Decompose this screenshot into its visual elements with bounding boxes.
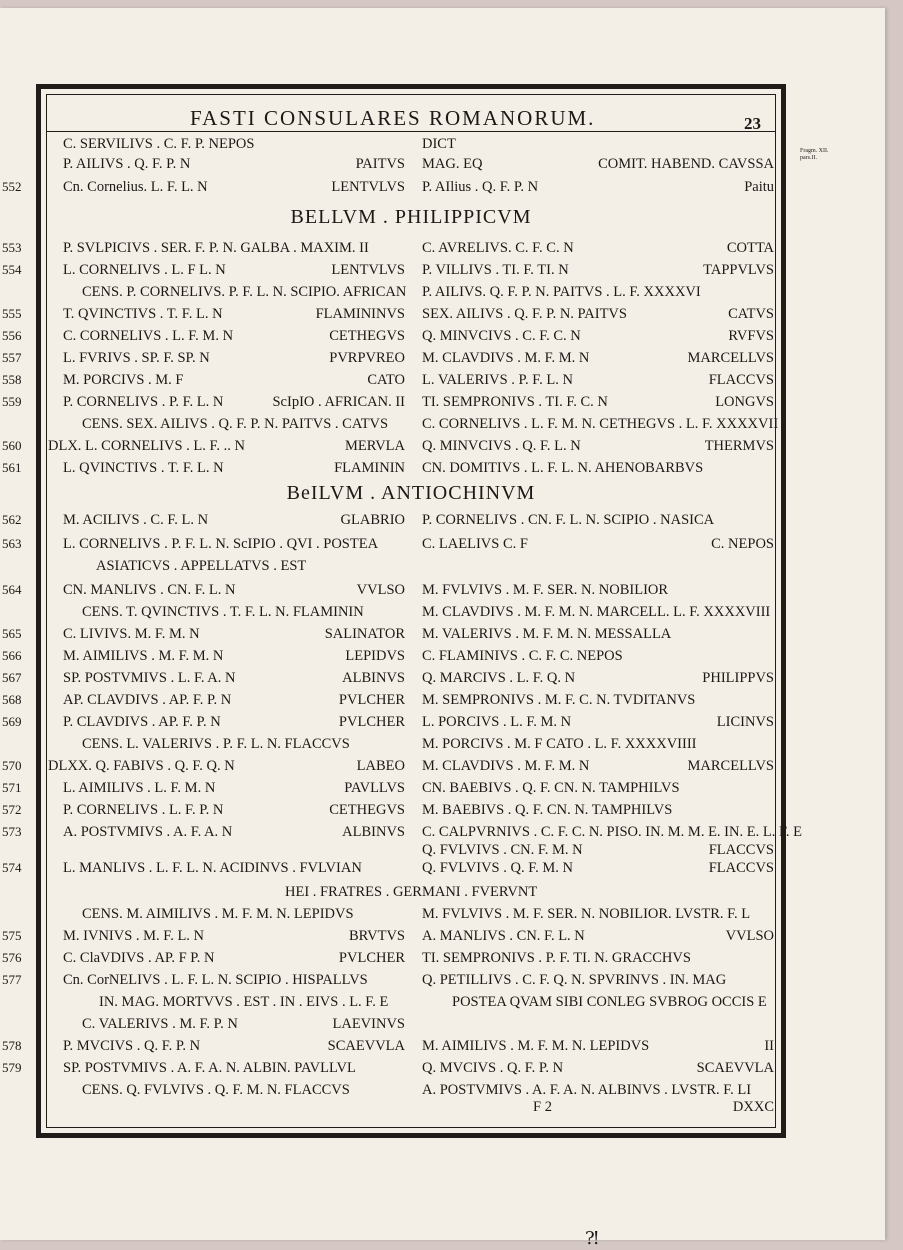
consul-right: P. AIlius . Q. F. P. N <box>422 179 539 195</box>
cognomen-right: PHILIPPVS <box>702 670 774 686</box>
year-number: 562 <box>2 512 22 527</box>
consul-left: Cn. Cornelius. L. F. L. N <box>63 179 208 195</box>
cognomen-left: LABEO <box>356 758 405 774</box>
cognomen-right: MARCELLVS <box>687 350 774 366</box>
page-edge-mark: ⁈ <box>585 1228 599 1248</box>
year-number: 560 <box>2 438 22 453</box>
cognomen-left: LENTVLVS <box>331 179 405 195</box>
consul-left: M. ACILIVS . C. F. L. N <box>63 512 209 528</box>
cognomen-right: VVLSO <box>725 928 774 944</box>
consul-left: P. CLAVDIVS . AP. F. P. N <box>63 714 221 730</box>
consul-left: CENS. M. AIMILIVS . M. F. M. N. LEPIDVS <box>82 906 354 922</box>
consul-left: CENS. Q. FVLVIVS . Q. F. M. N. FLACCVS <box>82 1082 350 1098</box>
cognomen-left: VVLSO <box>356 582 405 598</box>
consul-left: L. CORNELIVS . L. F L. N <box>63 262 226 278</box>
year-number: 553 <box>2 240 22 255</box>
consul-right: CN. DOMITIVS . L. F. L. N. AHENOBARBVS <box>422 460 704 476</box>
consul-right: P. VILLIVS . TI. F. TI. N <box>422 262 569 278</box>
cognomen-left: BRVTVS <box>348 928 405 944</box>
consul-right: M. CLAVDIVS . M. F. M. N. MARCELL. L. F. XXXXVIII <box>422 604 771 620</box>
consul-right: DICT <box>422 136 456 152</box>
consul-left: A. POSTVMIVS . A. F. A. N <box>63 824 233 840</box>
year-number: 559 <box>2 394 22 409</box>
consul-right: M. AIMILIVS . M. F. M. N. LEPIDVS <box>422 1038 650 1054</box>
consul-right: M. SEMPRONIVS . M. F. C. N. TVDITANVS <box>422 692 696 708</box>
year-number: 572 <box>2 802 22 817</box>
cognomen-left: LEPIDVS <box>345 648 405 664</box>
year-number: 579 <box>2 1060 22 1075</box>
signature-text: F 2 <box>533 1099 552 1115</box>
consul-right: M. FVLVIVS . M. F. SER. N. NOBILIOR <box>422 582 669 598</box>
page-number: 23 <box>744 114 761 133</box>
consul-right: POSTEA QVAM SIBI CONLEG SVBROG OCCIS E <box>452 994 767 1010</box>
cognomen-left: PAITVS <box>355 156 405 172</box>
year-number: 574 <box>2 860 22 875</box>
consul-left: L. AIMILIVS . L. F. M. N <box>63 780 216 796</box>
section-heading-antiochinum: BeILVM . ANTIOCHINVM <box>286 482 536 504</box>
cognomen-left: CATO <box>367 372 405 388</box>
consul-left: T. QVINCTIVS . T. F. L. N <box>63 306 223 322</box>
consul-left: CENS. T. QVINCTIVS . T. F. L. N. FLAMININ <box>82 604 364 620</box>
consul-left: L. CORNELIVS . P. F. L. N. ScIPIO . QVI . POSTEA <box>63 536 379 552</box>
year-number: 552 <box>2 179 22 194</box>
consul-left: CENS. SEX. AILIVS . Q. F. P. N. PAITVS . CATVS <box>82 416 389 432</box>
cognomen-left: PVLCHER <box>338 692 405 708</box>
year-number: 568 <box>2 692 22 707</box>
cognomen-left: LENTVLVS <box>331 262 405 278</box>
cognomen-right: COMIT. HABEND. CAVSSA <box>598 156 774 172</box>
cognomen-right: TAPPVLVS <box>703 262 774 278</box>
consul-right: Q. MINVCIVS . C. F. C. N <box>422 328 581 344</box>
cognomen-left: FLAMININVS <box>315 306 405 322</box>
consul-right: C. AVRELIVS. C. F. C. N <box>422 240 574 256</box>
cognomen-left: PVLCHER <box>338 950 405 966</box>
consul-right: Q. MINVCIVS . Q. F. L. N <box>422 438 581 454</box>
consul-left: P. CORNELIVS . P. F. L. N <box>63 394 224 410</box>
consul-left: C. VALERIVS . M. F. P. N <box>82 1016 238 1032</box>
year-number: 561 <box>2 460 22 475</box>
section-heading-philippicum: BELLVM . PHILIPPICVM <box>290 206 532 228</box>
consul-right: A. POSTVMIVS . A. F. A. N. ALBINVS . LVSTR. F. LI <box>422 1082 752 1098</box>
consul-right: Q. FVLVIVS . Q. F. M. N <box>422 860 573 876</box>
year-number: 563 <box>2 536 22 551</box>
cognomen-right: C. NEPOS <box>711 536 774 552</box>
year-number: 564 <box>2 582 22 597</box>
cognomen-left: ScIpIO . AFRICAN. II <box>272 394 405 410</box>
consul-right: P. CORNELIVS . CN. F. L. N. SCIPIO . NASICA <box>422 512 715 528</box>
cognomen-left: MERVLA <box>344 438 405 454</box>
consul-right: A. MANLIVS . CN. F. L. N <box>422 928 585 944</box>
consul-left: M. AIMILIVS . M. F. M. N <box>63 648 224 664</box>
cognomen-left: ALBINVS <box>342 824 405 840</box>
consul-right: C. FLAMINIVS . C. F. C. NEPOS <box>422 648 623 664</box>
title-rule <box>47 131 775 132</box>
consul-left: SP. POSTVMIVS . A. F. A. N. ALBIN. PAVLLVL <box>63 1060 356 1076</box>
year-number: 567 <box>2 670 22 685</box>
year-number: 566 <box>2 648 22 663</box>
consul-right: C. CORNELIVS . L. F. M. N. CETHEGVS . L. F. XXXXVII <box>422 416 779 432</box>
cognomen-left: GLABRIO <box>340 512 405 528</box>
year-number: 555 <box>2 306 22 321</box>
consul-left: L. MANLIVS . L. F. L. N. ACIDINVS . FVLVIAN <box>63 860 362 876</box>
consul-right: M. BAEBIVS . Q. F. CN. N. TAMPHILVS <box>422 802 673 818</box>
year-number: 570 <box>2 758 22 773</box>
consul-right: Q. MARCIVS . L. F. Q. N <box>422 670 576 686</box>
consul-left: L. QVINCTIVS . T. F. L. N <box>63 460 224 476</box>
consul-left: C. CORNELIVS . L. F. M. N <box>63 328 234 344</box>
consul-right: L. VALERIVS . P. F. L. N <box>422 372 573 388</box>
year-number: 558 <box>2 372 22 387</box>
cognomen-left: FLAMININ <box>334 460 405 476</box>
consul-left: HEI . FRATRES . GERMANI . FVERVNT <box>285 884 538 900</box>
consul-left: M. IVNIVS . M. F. L. N <box>63 928 205 944</box>
consul-left: CN. MANLIVS . CN. F. L. N <box>63 582 236 598</box>
consul-left: L. FVRIVS . SP. F. SP. N <box>63 350 210 366</box>
year-number: 557 <box>2 350 22 365</box>
consul-left: CENS. P. CORNELIVS. P. F. L. N. SCIPIO. AFRICAN <box>82 284 407 300</box>
consul-right: M. VALERIVS . M. F. M. N. MESSALLA <box>422 626 672 642</box>
consul-left: P. SVLPICIVS . SER. F. P. N. GALBA . MAXIM. II <box>63 240 369 256</box>
year-number: 565 <box>2 626 22 641</box>
cognomen-left: CETHEGVS <box>329 802 405 818</box>
year-number: 576 <box>2 950 22 965</box>
consul-left: SP. POSTVMIVS . L. F. A. N <box>63 670 236 686</box>
consul-right: C. CALPVRNIVS . C. F. C. N. PISO. IN. M. M. E. IN. E. L. F. E <box>422 824 802 840</box>
consul-left: P. CORNELIVS . L. F. P. N <box>63 802 224 818</box>
consul-left: IN. MAG. MORTVVS . EST . IN . EIVS . L. F. E <box>99 994 389 1010</box>
year-number: 554 <box>2 262 22 277</box>
consul-left: DLXX. Q. FABIVS . Q. F. Q. N <box>48 758 235 774</box>
cognomen-left: ALBINVS <box>342 670 405 686</box>
consul-left: AP. CLAVDIVS . AP. F. P. N <box>63 692 232 708</box>
consul-right: CN. BAEBIVS . Q. F. CN. N. TAMPHILVS <box>422 780 680 796</box>
cognomen-left: PVLCHER <box>338 714 405 730</box>
consul-right: M. CLAVDIVS . M. F. M. N <box>422 350 590 366</box>
consul-right: Q. FVLVIVS . CN. F. M. N <box>422 842 583 858</box>
cognomen-right: LONGVS <box>715 394 774 410</box>
year-number: 569 <box>2 714 22 729</box>
cognomen-right: FLACCVS <box>708 842 774 858</box>
consul-left: P. MVCIVS . Q. F. P. N <box>63 1038 201 1054</box>
year-number: 573 <box>2 824 22 839</box>
cognomen-right: RVFVS <box>728 328 774 344</box>
catchword-text: DXXC <box>732 1099 774 1115</box>
cognomen-right: II <box>764 1038 774 1054</box>
consul-right: M. FVLVIVS . M. F. SER. N. NOBILIOR. LVSTR. F. L <box>422 906 751 922</box>
cognomen-right: LICINVS <box>716 714 774 730</box>
cognomen-left: CETHEGVS <box>329 328 405 344</box>
consul-left: P. AILIVS . Q. F. P. N <box>63 156 191 172</box>
cognomen-left: PAVLLVS <box>344 780 405 796</box>
page-title: FASTI CONSULARES ROMANORUM. <box>190 106 596 130</box>
cognomen-left: LAEVINVS <box>332 1016 405 1032</box>
consul-right: TI. SEMPRONIVS . TI. F. C. N <box>422 394 608 410</box>
consul-left: C. LIVIVS. M. F. M. N <box>63 626 200 642</box>
consul-left: C. SERVILIVS . C. F. P. NEPOS <box>63 136 255 152</box>
cognomen-left: SALINATOR <box>324 626 405 642</box>
cognomen-right: CATVS <box>728 306 774 322</box>
year-number: 577 <box>2 972 22 987</box>
consul-right: M. CLAVDIVS . M. F. M. N <box>422 758 590 774</box>
margin-note: Fragm. XII. pars.II. <box>800 148 829 161</box>
consul-right: MAG. EQ <box>422 156 483 172</box>
cognomen-right: FLACCVS <box>708 860 774 876</box>
consul-right: C. LAELIVS C. F <box>422 536 528 552</box>
year-number: 578 <box>2 1038 22 1053</box>
cognomen-right: THERMVS <box>704 438 774 454</box>
cognomen-right: SCAEVVLA <box>696 1060 774 1076</box>
consul-left: C. ClaVDIVS . AP. F P. N <box>63 950 215 966</box>
consul-left: M. PORCIVS . M. F <box>63 372 184 388</box>
year-number: 571 <box>2 780 22 795</box>
consul-right: TI. SEMPRONIVS . P. F. TI. N. GRACCHVS <box>422 950 691 966</box>
cognomen-left: SCAEVVLA <box>327 1038 405 1054</box>
consul-left: ASIATICVS . APPELLATVS . EST <box>96 558 307 574</box>
cognomen-right: COTTA <box>726 240 774 256</box>
year-number: 575 <box>2 928 22 943</box>
consul-right: Q. PETILLIVS . C. F. Q. N. SPVRINVS . IN. MAG <box>422 972 727 988</box>
consul-right: P. AILIVS. Q. F. P. N. PAITVS . L. F. XXXXVI <box>422 284 701 300</box>
consul-left: CENS. L. VALERIVS . P. F. L. N. FLACCVS <box>82 736 350 752</box>
cognomen-right: FLACCVS <box>708 372 774 388</box>
consul-left: Cn. CorNELIVS . L. F. L. N. SCIPIO . HISPALLVS <box>63 972 368 988</box>
consul-left: DLX. L. CORNELIVS . L. F. .. N <box>48 438 246 454</box>
consul-right: SEX. AILIVS . Q. F. P. N. PAITVS <box>422 306 627 322</box>
cognomen-right: Paitu <box>744 179 774 195</box>
cognomen-left: PVRPVREO <box>329 350 405 366</box>
year-number: 556 <box>2 328 22 343</box>
consul-right: L. PORCIVS . L. F. M. N <box>422 714 572 730</box>
consul-right: M. PORCIVS . M. F CATO . L. F. XXXXVIIII <box>422 736 697 752</box>
cognomen-right: MARCELLVS <box>687 758 774 774</box>
consul-right: Q. MVCIVS . Q. F. P. N <box>422 1060 564 1076</box>
